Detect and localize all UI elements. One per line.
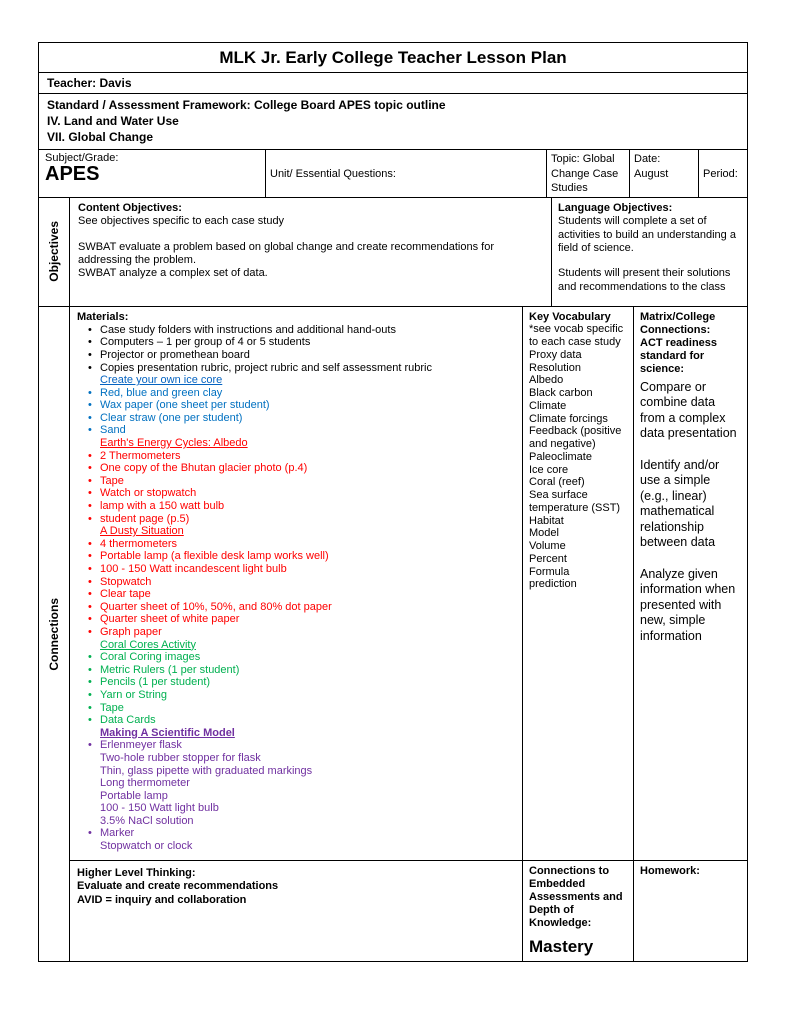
material-item	[77, 664, 515, 677]
bullet-icon: •	[88, 424, 92, 437]
content-objectives-para2: SWBAT analyze a complex set of data.	[78, 267, 268, 280]
material-item	[77, 513, 515, 526]
material-item-text: Clear tape	[100, 588, 151, 601]
matrix-heading: Matrix/College Connections:	[640, 310, 716, 336]
homework-label: Homework:	[640, 864, 700, 877]
material-item-text: lamp with a 150 watt bulb	[100, 500, 225, 513]
matrix-paragraph: Compare or combine data from a complex data presentation	[640, 379, 737, 441]
material-item-text: 100 - 150 Watt light bulb	[100, 802, 219, 815]
material-item	[77, 324, 515, 337]
material-item	[77, 412, 515, 425]
material-item-text: Coral Coring images	[100, 651, 201, 664]
material-item	[77, 765, 515, 778]
bullet-icon: •	[88, 449, 92, 462]
material-item-text: Red, blue and green clay	[100, 386, 223, 399]
material-item-text: Stopwatch or clock	[100, 840, 193, 853]
vocab-note: *see vocab specific to each case study	[529, 323, 624, 349]
subject-grade-label: Subject/Grade:	[45, 152, 119, 165]
material-link-text[interactable]: A Dusty Situation	[100, 525, 184, 538]
bullet-icon: •	[88, 386, 92, 399]
material-item-text: Clear straw (one per student)	[100, 411, 243, 424]
vocab-term: Climate	[529, 399, 567, 412]
bullet-icon: •	[88, 512, 92, 525]
bullet-icon: •	[88, 411, 92, 424]
bullet-icon: •	[88, 474, 92, 487]
connections-bottom-row	[70, 860, 747, 961]
unit-cell	[265, 150, 546, 196]
material-activity-link[interactable]	[77, 525, 515, 538]
material-item-text: Sand	[100, 424, 126, 437]
material-item-text: Projector or promethean board	[100, 348, 250, 361]
materials-cell	[70, 307, 522, 860]
material-item	[77, 424, 515, 437]
content-objectives-para1: SWBAT evaluate a problem based on global change and create recommendations for addressing the problem.	[78, 240, 495, 266]
bullet-icon	[88, 802, 100, 815]
vocab-term: Model	[529, 527, 559, 540]
matrix-paragraph-list	[640, 380, 741, 645]
bullet-icon: •	[88, 462, 92, 475]
material-item	[77, 651, 515, 664]
material-item	[77, 387, 515, 400]
bullet-icon: •	[88, 613, 92, 626]
bullet-icon: •	[88, 701, 92, 714]
unit-label: Unit/ Essential Questions:	[270, 167, 396, 180]
vocab-term: Formula	[529, 565, 570, 578]
material-item-text: Long thermometer	[100, 777, 190, 790]
material-item-text: Metric Rulers (1 per student)	[100, 663, 240, 676]
vocab-term: Paleoclimate	[529, 450, 592, 463]
material-item	[77, 399, 515, 412]
materials-heading: Materials:	[77, 310, 129, 323]
period-cell	[698, 150, 747, 196]
bullet-icon: •	[88, 348, 92, 361]
date-value: August	[634, 167, 669, 180]
embedded-heading: Connections to Embedded Assessments and Depth of Knowledge:	[529, 864, 623, 930]
bullet-icon: •	[88, 663, 92, 676]
material-item	[77, 362, 515, 375]
material-item	[77, 802, 515, 815]
material-item	[77, 550, 515, 563]
material-item-text: Case study folders with instructions and additional hand-outs	[100, 323, 396, 336]
materials-list	[77, 324, 515, 853]
material-item	[77, 462, 515, 475]
material-link-text[interactable]: Create your own ice core	[100, 374, 223, 387]
material-item	[77, 613, 515, 626]
material-link-text[interactable]: Coral Cores Activity	[100, 638, 196, 651]
matrix-paragraph: Identify and/or use a simple (e.g., linear) mathematical relationship between data	[640, 457, 720, 550]
material-item-text: Tape	[100, 474, 124, 487]
bullet-icon	[88, 437, 100, 450]
material-item	[77, 702, 515, 715]
material-item-text: Quarter sheet of white paper	[100, 613, 240, 626]
objectives-section	[39, 197, 747, 306]
embedded-assessments-cell	[522, 861, 633, 961]
bullet-icon: •	[88, 688, 92, 701]
material-item-text: Stopwatch	[100, 575, 152, 588]
vocab-term: Albedo	[529, 374, 564, 387]
material-item-text: student page (p.5)	[100, 512, 190, 525]
period-label: Period:	[703, 167, 738, 180]
material-item-text: 4 thermometers	[100, 537, 178, 550]
material-item-text: 100 - 150 Watt incandescent light bulb	[100, 563, 287, 575]
bullet-icon: •	[88, 714, 92, 727]
matrix-paragraph: Analyze given information when presented with new, simple information	[640, 566, 736, 643]
bullet-icon	[88, 727, 100, 740]
bullet-icon: •	[88, 500, 92, 513]
hlt-line3: AVID = inquiry and collaboration	[77, 894, 247, 907]
material-item	[77, 475, 515, 488]
page-title: MLK Jr. Early College Teacher Lesson Plan	[219, 47, 567, 67]
vocab-term: Proxy data	[529, 348, 582, 361]
material-item	[77, 576, 515, 589]
bullet-icon	[88, 639, 100, 652]
bullet-icon	[88, 815, 100, 828]
bullet-icon	[88, 840, 100, 853]
bullet-icon: •	[88, 487, 92, 500]
bullet-icon: •	[88, 625, 92, 638]
mastery-value: Mastery	[529, 936, 594, 956]
language-objectives-para2: Students will present their solutions and recommendations to the class	[558, 267, 731, 293]
spacer	[558, 255, 741, 267]
vocab-term: Coral (reef)	[529, 476, 585, 489]
vocab-term: Ice core	[529, 463, 569, 476]
material-item	[77, 563, 515, 576]
objectives-vertical-text: Objectives	[47, 221, 61, 283]
standard-line-3: VII. Global Change	[47, 129, 154, 144]
material-item-text: Portable lamp (a flexible desk lamp works well)	[100, 550, 329, 563]
material-activity-link[interactable]	[77, 727, 515, 740]
bullet-icon	[88, 777, 100, 790]
subject-grade-cell	[39, 150, 265, 196]
bullet-icon: •	[88, 600, 92, 613]
objectives-section-label	[39, 198, 70, 306]
bullet-icon: •	[88, 361, 92, 374]
bullet-icon: •	[88, 827, 92, 840]
material-item-text: 3.5% NaCl solution	[100, 814, 194, 827]
vocab-term: Climate forcings	[529, 412, 608, 425]
act-readiness-heading: ACT readiness standard for science:	[640, 336, 718, 375]
date-label: Date:	[634, 153, 661, 166]
material-item-text: Computers – 1 per group of 4 or 5 students	[100, 336, 311, 349]
material-item	[77, 336, 515, 349]
key-vocabulary-cell	[522, 307, 633, 860]
topic-cell: Topic: Global Change Case Studies	[546, 150, 629, 196]
material-item	[77, 676, 515, 689]
material-item-text: Tape	[100, 701, 124, 714]
material-item	[77, 815, 515, 828]
bullet-icon: •	[88, 563, 92, 575]
bullet-icon: •	[88, 550, 92, 563]
material-item	[77, 739, 515, 752]
material-item	[77, 777, 515, 790]
bullet-icon	[88, 752, 100, 765]
hlt-line2: Evaluate and create recommendations	[77, 880, 279, 893]
connections-body	[70, 307, 747, 961]
language-objectives-heading: Language Objectives:	[558, 201, 673, 214]
material-item	[77, 349, 515, 362]
material-item-text: Yarn or String	[100, 688, 168, 701]
material-item-text: Wax paper (one sheet per student)	[100, 399, 270, 412]
bullet-icon	[88, 790, 100, 803]
material-item-text: Erlenmeyer flask	[100, 739, 182, 752]
material-item-text: One copy of the Bhutan glacier photo (p.4)	[100, 462, 308, 475]
vocab-heading: Key Vocabulary	[529, 310, 611, 323]
material-item-text: Data Cards	[100, 714, 156, 727]
material-link-text[interactable]: Making A Scientific Model	[100, 726, 235, 739]
material-item-text: Marker	[100, 827, 135, 840]
vocab-term: Resolution	[529, 361, 581, 374]
vocab-list	[529, 349, 627, 591]
higher-level-thinking-cell	[70, 861, 522, 961]
bullet-icon: •	[88, 676, 92, 689]
connections-section	[39, 306, 747, 961]
connections-vertical-text: Connections	[47, 597, 61, 671]
bullet-icon: •	[88, 739, 92, 752]
header-info-row	[39, 149, 747, 196]
bullet-icon: •	[88, 588, 92, 601]
content-objectives-line: See objectives specific to each case study	[78, 215, 285, 228]
material-item	[77, 588, 515, 601]
content-objectives-cell	[70, 198, 551, 306]
standard-line-1: Standard / Assessment Framework: College Board APES topic outline	[47, 98, 446, 112]
material-activity-link[interactable]	[77, 374, 515, 387]
vocab-term: Habitat	[529, 514, 564, 527]
material-item	[77, 500, 515, 513]
material-activity-link[interactable]	[77, 437, 515, 450]
language-objectives-cell	[551, 198, 747, 306]
language-objectives-para1: Students will complete a set of activities to build an understanding a field of science.	[558, 215, 736, 254]
bullet-icon: •	[88, 537, 92, 550]
hlt-heading: Higher Level Thinking:	[77, 866, 196, 879]
material-link-text[interactable]: Earth's Energy Cycles: Albedo	[100, 437, 248, 450]
bullet-icon	[88, 525, 100, 538]
connections-top-row	[70, 307, 747, 860]
material-item	[77, 538, 515, 551]
vocab-term: Black carbon	[529, 387, 593, 400]
vocab-term: Sea surface temperature (SST)	[529, 489, 621, 514]
bullet-icon	[88, 765, 100, 778]
material-item-text: 2 Thermometers	[100, 449, 181, 462]
vocab-term: prediction	[529, 578, 577, 591]
material-item-text: Two-hole rubber stopper for flask	[100, 751, 261, 764]
material-item	[77, 626, 515, 639]
bullet-icon: •	[88, 336, 92, 349]
connections-section-label	[39, 307, 70, 961]
material-activity-link[interactable]	[77, 639, 515, 652]
spacer	[78, 229, 543, 241]
homework-cell	[633, 861, 747, 961]
material-item-text: Copies presentation rubric, project rubric and self assessment rubric	[100, 361, 432, 374]
material-item-text: Graph paper	[100, 625, 162, 638]
material-item	[77, 840, 515, 853]
vocab-term: Feedback (positive and negative)	[529, 425, 622, 451]
bullet-icon: •	[88, 575, 92, 588]
material-item	[77, 714, 515, 727]
material-item-text: Portable lamp	[100, 789, 168, 802]
standard-line-2: IV. Land and Water Use	[47, 113, 179, 128]
material-item-text: Pencils (1 per student)	[100, 676, 211, 689]
bullet-icon: •	[88, 323, 92, 336]
material-item-text: Watch or stopwatch	[100, 487, 197, 500]
objectives-body	[70, 198, 747, 306]
bullet-icon: •	[88, 651, 92, 664]
material-item	[77, 689, 515, 702]
bullet-icon	[88, 374, 100, 387]
material-item	[77, 601, 515, 614]
lesson-plan-document	[38, 42, 748, 962]
material-item-text: Quarter sheet of 10%, 50%, and 80% dot paper	[100, 600, 332, 613]
vocab-term: Percent	[529, 552, 567, 565]
content-objectives-heading: Content Objectives:	[78, 201, 182, 214]
material-item	[77, 827, 515, 840]
matrix-college-cell	[633, 307, 747, 860]
material-item	[77, 752, 515, 765]
material-item	[77, 487, 515, 500]
bullet-icon: •	[88, 399, 92, 412]
vocab-term: Volume	[529, 540, 566, 553]
teacher-line: Teacher: Davis	[39, 72, 747, 93]
material-item	[77, 790, 515, 803]
subject-grade-value: APES	[45, 163, 100, 186]
date-cell	[629, 150, 698, 196]
material-item	[77, 450, 515, 463]
material-item-text: Thin, glass pipette with graduated markings	[100, 764, 313, 777]
standard-framework-block	[39, 93, 747, 149]
